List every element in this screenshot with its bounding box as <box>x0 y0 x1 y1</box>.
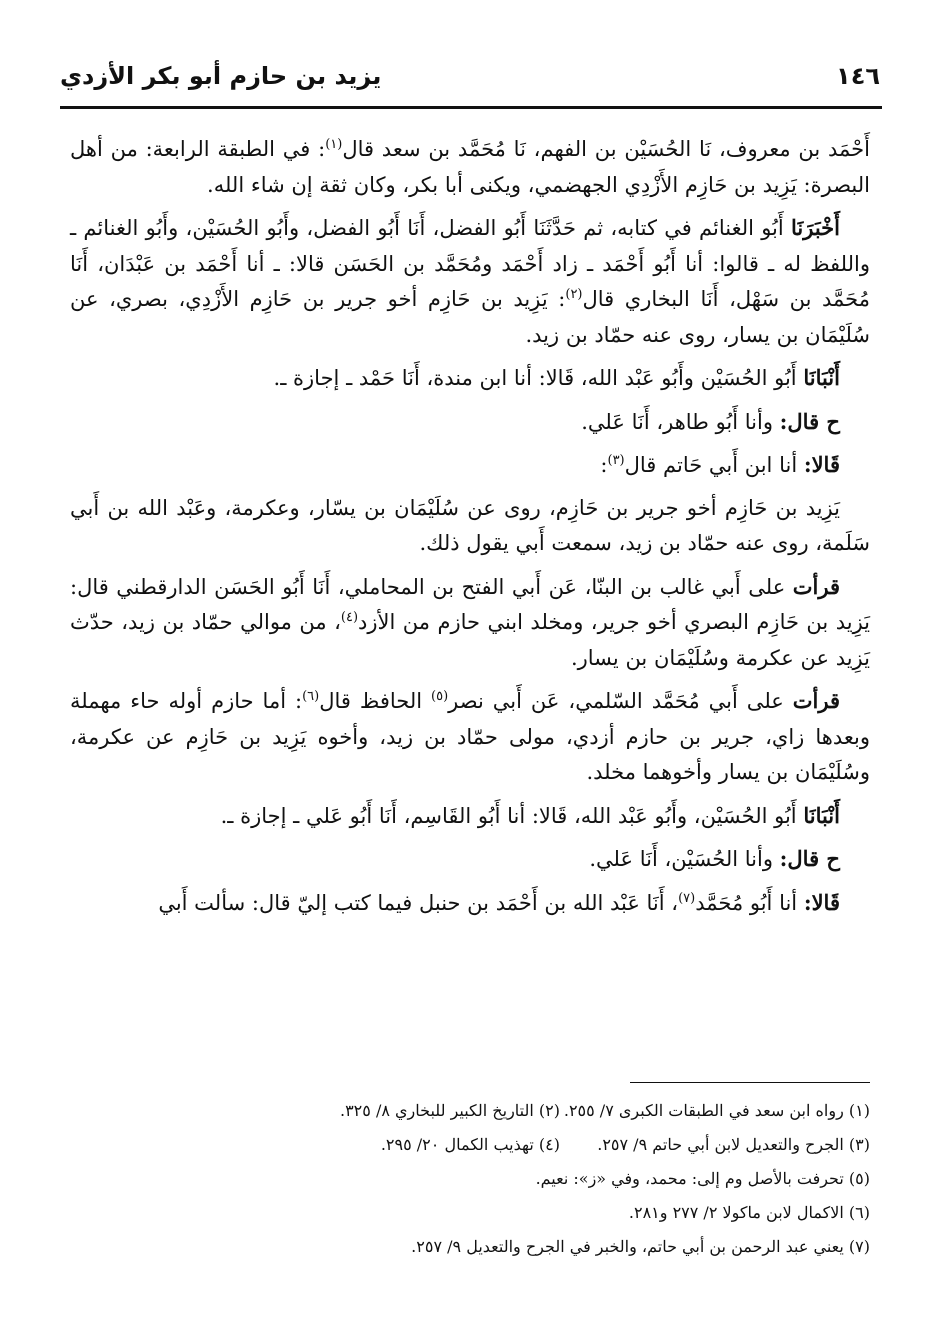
footnote-ref-6: (٦) <box>302 689 320 704</box>
footnote-2: (٢) التاريخ الكبير للبخاري ٨/ ٣٢٥. <box>339 1101 560 1120</box>
lead-word: ح قال: <box>779 408 840 434</box>
page-number: ١٤٦ <box>836 62 880 90</box>
lead-word: قَالا: <box>803 889 840 915</box>
footnote-7: (٧) يعني عبد الرحمن بن أبي حاتم، والخبر في الجرح والتعديل ٩/ ٢٥٧. <box>411 1237 870 1256</box>
paragraph-3: أَنْبَانَا أَبُو الحُسَيْن وأَبُو عَبْد الله، قَالا: أنا ابن مندة، أَنَا حَمْد ـ إجازة ـ. <box>273 365 840 390</box>
footnote-ref-3: (٣) <box>607 453 625 468</box>
paragraph-7: قرأت على أَبي غالب بن البنّا، عَن أَبي الفتح بن المحاملي، أَنَا أَبُو الحَسَن الدارقطني قال: يَزِيد بن حَازِم البصري أخو جرير، ومخلد ابني حازم من الأزد$^{(٤)}$، من موالي حمّاد بن زيد، حدّث يَزِيد عن عكرمة وسُلَيْمَان بن يسار. <box>70 573 871 670</box>
paragraph-10: ح قال: وأنا الحُسَيْن، أَنَا عَلي. <box>589 846 840 871</box>
lead-word: قرأت <box>792 688 840 713</box>
running-header <box>60 58 880 102</box>
lead-word: أَخْبَرَنَا <box>791 215 840 240</box>
paragraph-6: يَزِيد بن حَازِم أخو جرير بن حَازِم، روى عن سُلَيْمَان بن يسّار، وعكرمة، وعَبْد الله بن أَبي سَلَمة، روى عنه حمّاد بن زيد، سمعت أَبي يقول ذلك. <box>70 495 870 555</box>
lead-word: ح قال: <box>779 846 840 871</box>
footnote-row <box>70 1128 870 1162</box>
footnotes <box>70 1094 870 1264</box>
paragraph-9: أَنْبَانَا أَبُو الحُسَيْن، وأَبُو عَبْد الله، قَالا: أنا أَبُو القَاسِم، أَنَا أَبُو عَلي ـ إجازة ـ. <box>220 802 840 828</box>
lead-word: أَنْبَانَا <box>803 802 840 828</box>
paragraph-1: أَحْمَد بن معروف، نَا الحُسَيْن بن الفهم، نَا مُحَمَّد بن سعد قال$^{(١)}$: في الطبقة الرابعة: من أهل البصرة: يَزِيد بن حَازِم الأَزْدِي الجهضمي، ويكنى أبا بكر، وكان ثقة إن شاء الله. <box>70 137 870 197</box>
footnote-1: (١) رواه ابن سعد في الطبقات الكبرى ٧/ ٢٥٥. <box>563 1101 870 1120</box>
footnote-ref-4: (٤) <box>340 610 359 625</box>
paragraph-2: أَخْبَرَنَا أَبُو الغنائم في كتابه، ثم حَدَّثَنَا أَبُو الفضل، أَنَا أَبُو الفضل، وأَبُو الحُسَيْن، وأَبُو الغنائم ـ واللفظ له ـ قالوا: أنا أَبُو أَحْمَد ـ زاد أَحْمَد ومُحَمَّد بن الحَسَن قالا: ـ أنا أَحْمَد بن عَبْدَان، أَنَا مُحَمَّد بن سَهْل، أَنَا البخاري قال$^{(٢)}$: يَزِيد بن حَازِم أخو جرير بن حَازِم الأَزْدِي، بصري، عن سُلَيْمَان بن يسار، روى عنه حمّاد بن زيد. <box>70 215 870 347</box>
footnote-row <box>70 1094 870 1128</box>
paragraph-4: ح قال: وأنا أَبُو طاهر، أَنَا عَلي. <box>581 408 840 434</box>
footnote-ref-1: (١) <box>325 137 343 152</box>
lead-word: قرأت <box>792 573 840 599</box>
paragraph-5: قَالا: أنا ابن أَبي حَاتم قال$^{(٣)}$: <box>600 452 840 477</box>
footnote-separator <box>630 1082 870 1083</box>
lead-word: قَالا: <box>803 452 840 477</box>
header-rule <box>60 106 882 109</box>
footnote-ref-5: (٥) <box>431 689 449 704</box>
footnote-5: (٥) تحرفت بالأصل وم إلى: محمد، وفي «ز»: نعيم. <box>535 1169 870 1188</box>
footnote-3: (٣) الجرح والتعديل لابن أبي حاتم ٩/ ٢٥٧. <box>597 1135 870 1154</box>
footnote-4: (٤) تهذيب الكمال ٢٠/ ٢٩٥. <box>380 1135 560 1154</box>
paragraph-8: قرأت على أَبي مُحَمَّد السّلمي، عَن أَبي نصر$^{(٥)}$ الحافظ قال$^{(٦)}$: أما حازم أوله حاء مهملة وبعدها زاي، جرير بن حازم أزدي، مولى حمّاد بن زيد، وأخوه يَزِيد بن حَازِم عن عكرمة، وسُلَيْمَان بن يسار وأخوهما مخلد. <box>70 688 870 784</box>
paragraph-11: قَالا: أنا أَبُو مُحَمَّد$^{(٧)}$، أَنَا عَبْد الله بن أَحْمَد بن حنبل فيما كتب إليّ قال: سألت أَبي <box>158 889 840 915</box>
main-text <box>70 132 870 928</box>
footnote-ref-2: (٢) <box>565 287 583 302</box>
running-title: يزيد بن حازم أبو بكر الأزدي <box>60 62 382 90</box>
lead-word: أَنْبَانَا <box>803 365 840 390</box>
footnote-6: (٦) الاكمال لابن ماكولا ٢/ ٢٧٧ و٢٨١. <box>628 1203 870 1222</box>
footnote-ref-7: (٧) <box>678 890 696 906</box>
